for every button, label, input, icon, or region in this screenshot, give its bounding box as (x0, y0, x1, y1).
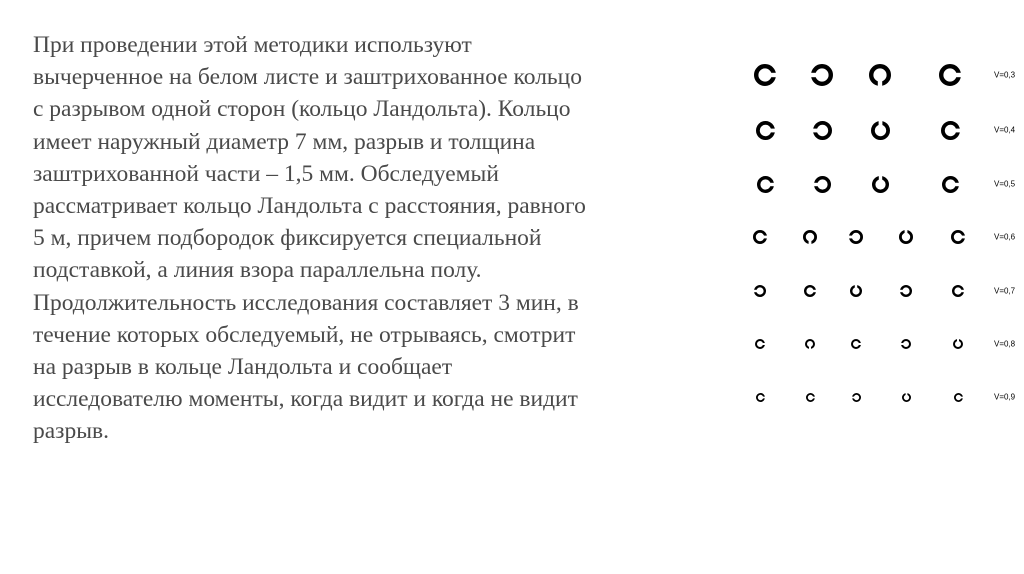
landolt-ring-icon (757, 176, 774, 193)
body-text (33, 29, 745, 448)
landolt-ring-icon (755, 339, 765, 349)
text-line: с разрывом одной сторон (кольцо Ландольта). Кольцо (33, 96, 571, 123)
acuity-label: V=0,9 (994, 392, 1016, 402)
landolt-ring-icon (951, 230, 965, 244)
landolt-ring-icon (754, 285, 766, 297)
landolt-ring-icon (899, 230, 913, 244)
text-line: на разрыв в кольце Ландольта и сообщает (33, 354, 453, 381)
text-line: рассматривает кольцо Ландольта с расстояния, равного (33, 193, 586, 220)
text-line: заштрихованной части – 1,5 мм. Обследуемый (33, 160, 499, 187)
landolt-ring-icon (900, 285, 912, 297)
landolt-ring-icon (942, 176, 959, 193)
landolt-ring-icon (902, 393, 911, 402)
landolt-ring-icon (850, 285, 862, 297)
landolt-ring-icon (753, 230, 767, 244)
text-line: Продолжительность исследования составляет 3 мин, в (33, 289, 579, 316)
landolt-ring-icon (804, 285, 816, 297)
landolt-ring-icon (814, 176, 831, 193)
landolt-ring-icon (756, 121, 775, 140)
text-line: вычерченное на белом листе и заштрихованное кольцо (33, 64, 582, 91)
text-line: подставкой, а линия взора параллельна полу. (33, 257, 482, 284)
landolt-ring-icon (805, 339, 815, 349)
landolt-ring-icon (813, 121, 832, 140)
text-line: течение которых обследуемый, не отрываясь, смотрит (33, 321, 576, 348)
landolt-ring-icon (953, 339, 963, 349)
landolt-ring-icon (872, 176, 889, 193)
text-line: имеет наружный диаметр 7 мм, разрыв и толщина (33, 128, 536, 155)
text-line: разрыв. (33, 418, 109, 445)
landolt-ring-icon (849, 230, 863, 244)
landolt-ring-icon (851, 339, 861, 349)
landolt-ring-icon (852, 393, 861, 402)
acuity-label: V=0,7 (994, 286, 1016, 296)
landolt-ring-icon (952, 285, 964, 297)
landolt-ring-icon (756, 393, 765, 402)
landolt-ring-icon (871, 121, 890, 140)
acuity-label: V=0,4 (994, 125, 1016, 135)
landolt-ring-icon (954, 393, 963, 402)
landolt-ring-icon (901, 339, 911, 349)
landolt-ring-chart (738, 50, 1024, 420)
acuity-label: V=0,5 (994, 179, 1016, 189)
acuity-label: V=0,6 (994, 232, 1016, 242)
text-line: исследователю моменты, когда видит и когда не видит (33, 386, 578, 413)
acuity-label: V=0,8 (994, 339, 1016, 349)
acuity-label: V=0,3 (994, 70, 1016, 80)
text-line: При проведении этой методики используют (33, 32, 472, 58)
landolt-ring-icon (803, 230, 817, 244)
text-line: 5 м, причем подбородок фиксируется специальной (33, 225, 542, 252)
landolt-ring-icon (941, 121, 960, 140)
landolt-ring-icon (806, 393, 815, 402)
